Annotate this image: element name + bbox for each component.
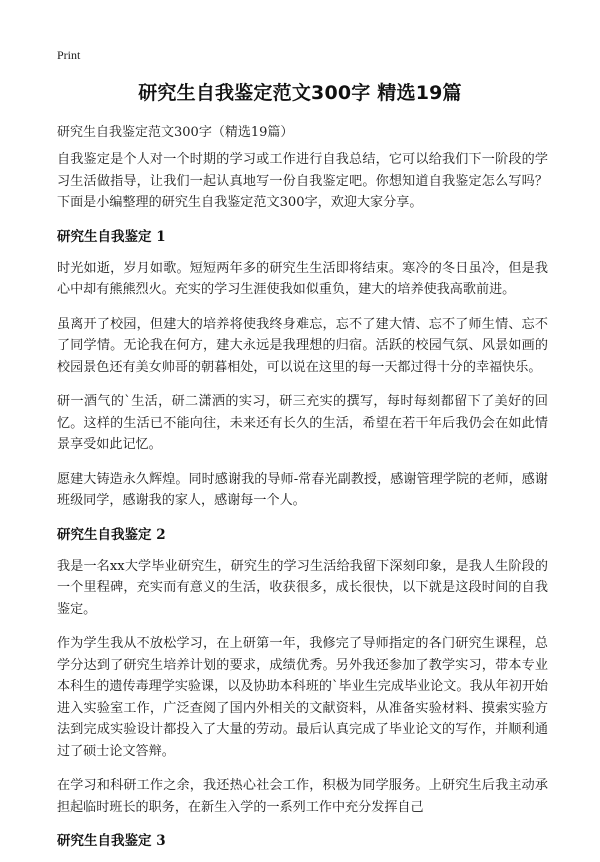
section-heading: 研究生自我鉴定 3 [57,833,166,849]
section-2 [57,525,548,819]
section-heading: 研究生自我鉴定 2 [57,526,166,543]
paragraph: 在学习和科研工作之余，我还热心社会工作，积极为同学服务。上研究生后我主动承担起临时班长的职务，在新生入学的一系列工作中充分发挥自己 [57,778,548,815]
paragraph: 愿建大铸造永久辉煌。同时感谢我的导师-常春光副教授，感谢管理学院的老师，感谢班级同学，感谢我的家人，感谢每一个人。 [57,471,548,508]
print-link[interactable]: Print [57,48,81,62]
page-subtitle: 研究生自我鉴定范文300字（精选19篇） [57,125,294,140]
page-title: 研究生自我鉴定范文300字 精选19篇 [138,82,462,104]
intro-paragraph: 自我鉴定是个人对一个时期的学习或工作进行自我总结，它可以给我们下一阶段的学习生活做指导，让我们一起认真地写一份自我鉴定吧。你想知道自我鉴定怎么写吗？下面是小编整理的研究生自我鉴定范文300字，欢迎大家分享。 [57,152,548,210]
section-heading: 研究生自我鉴定 1 [57,228,166,245]
article-body [57,149,548,862]
section-3 [57,831,548,851]
paragraph: 虽离开了校园，但建大的培养将使我终身难忘，忘不了建大情、忘不了师生情、忘不了同学情。无论我在何方，建大永远是我理想的归宿。活跃的校园气氛、风景如画的校园景色还有美女帅哥的朝暮相处，可以说在这里的每一天都过得十分的幸福快乐。 [57,316,548,375]
paragraph: 我是一名xx大学毕业研究生，研究生的学习生活给我留下深刻印象，是我人生阶段的一个里程碑，充实而有意义的生活，收获很多，成长很快，以下就是这段时间的自我鉴定。 [57,558,548,617]
section-1 [57,227,548,512]
paragraph: 时光如逝，岁月如歌。短短两年多的研究生生活即将结束。寒冷的冬日虽冷，但是我心中却有熊熊烈火。充实的学习生涯使我如似重负，建大的培养使我高歌前进。 [57,260,548,297]
paragraph: 研一酒气的`生活，研二潇洒的实习，研三充实的撰写，每时每刻都留下了美好的回忆。这样的生活已不能向往，未来还有长久的生活，希望在若干年后我仍会在如此情景享受如此记忆。 [57,394,548,452]
paragraph: 作为学生我从不放松学习，在上研第一年，我修完了导师指定的各门研究生课程，总学分达到了研究生培养计划的要求，成绩优秀。另外我还参加了教学实习，带本专业本科生的遗传毒理学实验课，以及协助本科班的`毕业生完成毕业论文。我从年初开始进入实验室工作，广泛查阅了国内外相关的文献资料，从准备实验材料、摸索实验方法到完成实验设计都投入了大量的劳动。最后认真完成了毕业论文的写作，并顺利通过了硕士论文答辩。 [57,636,549,759]
